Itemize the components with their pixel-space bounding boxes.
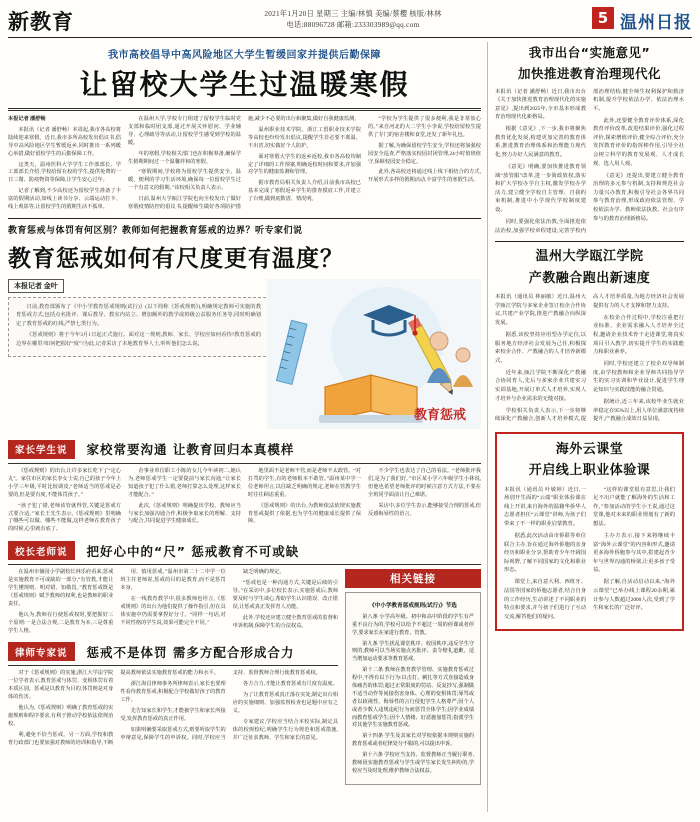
- masthead-logo: 新教育: [8, 10, 74, 34]
- side-story2-body: [495, 293, 684, 425]
- lead-kicker: 我市高校倡导中高风险地区大学生暂缓回家并提供后勤保障: [108, 50, 381, 61]
- masthead-contact: 电话:88096728 邮箱:233303989@qq.com: [286, 20, 420, 29]
- side-story-overseas-class: [495, 432, 684, 632]
- paragraph: 近年来,瓯江学院不断深化产教融合协同育人,先后与多家企业共建实习实训基地,开展订单式人才培养,实现人才培养与企业需求的无缝对接。: [495, 369, 586, 402]
- subsection-title: 把好心中的“尺” 惩戒教育不可或缺: [86, 543, 300, 559]
- paragraph: 日前,教育部颁布了《中小学教育惩戒规则(试行)》(以下简称《惩戒规则》),明确规定教师可实施的教育惩戒方式,包括点名批评、课后教导、教室内站立、增加额外的教学或班级公益服务任务等,同时明确划定了教育惩戒的红线,严禁七类行为。: [16, 303, 261, 327]
- side-column: [488, 42, 684, 812]
- paragraph: 此外,还要健全教育评价体系,深化教育评价改革,改进结果评价,强化过程评价,探索增值评价,健全综合评价,充分发挥教育评价的指挥棒作用,引导全社会树立科学的教育发展观、人才成长观、选人用人观。: [593, 117, 684, 167]
- paragraph: 缺乏明确的规定。: [243, 569, 285, 576]
- divider: [8, 108, 481, 111]
- lead-story: [8, 46, 481, 212]
- paragraph: 采访中,多位学生表示,能够接受合理的惩戒,但反感侮辱性的语言。: [368, 502, 481, 517]
- lead-paragraph: [8, 116, 121, 124]
- page-columns: [8, 42, 692, 812]
- side-story-policy: [495, 44, 684, 235]
- paragraph: 此次,《惩戒规则》明确提出学校、教师应当与家长加强沟通合作,积极争取家长的理解、支持与配合,共同促进学生健康成长。: [128, 502, 241, 525]
- divider: [495, 241, 684, 242]
- page-number: 5: [592, 7, 614, 29]
- paper-name: 温州日报: [620, 13, 692, 33]
- side-story3-title-line2: 开启线上职业体验课: [528, 463, 651, 479]
- paragraph: “这样的课堂很有意思,让我们足不出户就能了解海外的生活和工作。”参加活动的学生小王说,通过这堂课,他对未来的职业规划有了新的想法。: [593, 486, 675, 527]
- paragraph: 《意见》还提出,要建立健全教育治理的多元参与机制,支持和规范社会力量兴办教育,积极引导社会各界共同参与教育治理,形成政府依法管理、学校依法办学、教师依法执教、社会有序参与的教育治理新格局。: [593, 172, 684, 222]
- side-story2-title-line2: 产教融合跑出新速度: [528, 270, 651, 286]
- section2-byline: 本报记者 金叶: [8, 279, 64, 293]
- side-story3-body: [504, 486, 675, 622]
- side-story1-title-line1: 我市出台“实施意见”: [528, 45, 651, 60]
- lead-headline: 让留校大学生过温暖寒假: [79, 68, 410, 101]
- paragraph: 在一线教育教学中,很多教师也坦言,《惩戒规则》的出台为他们提供了操作指引,但在具体实施中仍需要拿捏好分寸。“同样一句话,对不同性格的学生说,效果可能完全不同。”: [120, 595, 226, 626]
- related-links-box: [345, 569, 481, 785]
- paragraph: 面对寒假大学生的返乡返校,我市各高校均制定了详细的工作预案,明确返校时间和要求,并加强对学生的健康监测和管理。: [248, 153, 361, 176]
- subsection-tag: 家长学生说: [8, 440, 75, 459]
- side-story-oujiang: [495, 247, 684, 425]
- subsection-tag: 律师专家说: [8, 642, 75, 661]
- illustration-education-discipline: [267, 279, 481, 429]
- paragraph: 企事业单位职工小陈的女儿今年读初二,她认为,老师惩戒学生一定要提前与家长沟通,“让家长知道孩子犯了什么错,老师打算怎么处理,这样家长才能配合。”: [128, 467, 241, 498]
- paragraph: 记者了解到,不少高校还为留校学生准备了丰富的假期活动,如线上读书分享、云端运动打卡、线上观影等,让留校学生的假期生活不孤单。: [8, 188, 121, 211]
- paragraph: 本报讯（记者 潘舒畅）近日,我市出台《关于加快推进教育治理现代化的实施意见》,提出到2025年,全市基本形成教育治理现代化新格局。: [495, 88, 586, 121]
- subsection-header-lawyers: [8, 642, 338, 661]
- subsection-title: 家校常要沟通 让教育回归本真模样: [86, 442, 295, 458]
- related-content: [345, 592, 481, 785]
- paragraph: 第十四条 学生及其家长对学校依据本规则实施的教育惩戒或者纪律处分不服的,可以提出申诉。: [352, 733, 474, 748]
- paragraph: 他认为,教师在行使惩戒权时,要把握好三个原则:一是合法合规,二是教育为本,三是尊重学生人格。: [8, 611, 114, 634]
- principals-and-related: [8, 569, 481, 785]
- paragraph: 为了让教育惩戒真正落在实处,制定出台相应的实施细则、加强监督检查也是题中应有之义。: [232, 692, 338, 715]
- side-story1-title-line2: 加快推进教育治理现代化: [517, 65, 661, 81]
- paragraph: 各方合力,才能让教育惩戒有尺度有温度。: [243, 681, 338, 688]
- divider: [8, 463, 481, 464]
- paragraph: 第十二条 教师在教育教学管理、实施教育惩戒过程中,不得有以下行为:以击打、刺扎等方式直接造成身体痛苦的体罚;超过正常限度的罚站、反复抄写,强制做不适当动作等间接伤害身体、心理的变相体罚;辱骂或者以歧视性、侮辱性的言行侵犯学生人格尊严;因个人或者少数人违规违纪行为而惩罚全体学生;因学业成绩而教育惩戒学生;因个人情绪、好恶施加惩罚;指派学生对其他学生实施教育惩戒。: [352, 667, 474, 729]
- masthead: [8, 4, 692, 38]
- paragraph: 这类天，温州医科大学学生工作部部长、学工部部长介绍,学校给留在校的学生,提供免费的一日三餐、防疫物资等保障,让学生安心过年。: [8, 161, 121, 184]
- section2-headline: 教育惩戒如何有尺度更有温度？: [8, 245, 344, 272]
- section-education-discipline: [8, 218, 481, 785]
- paragraph: 第九条 学生扰乱课堂秩序、校园秩序,违反学生守则的,教师可以当场实施点名批评、责令赔礼道歉、适当增加运动要求等教育惩戒。: [352, 640, 474, 663]
- paragraph: 学校相关负责人表示,下一步将继续深化产教融合,创新人才培养模式,提高人才培养质量,为地方经济社会发展提供有力的人才支撑和智力支持。: [495, 294, 684, 423]
- paragraph: 本报讯（通讯员 林丽敏）近日,温州大学瓯江学院与多家企业签订校企合作协议,共建产业学院,推进产教融合向纵深发展。: [495, 294, 586, 326]
- paragraph: 课堂上,来自意大利、西班牙、法国等国家的侨胞志愿者,结合自身的工作经历,生动讲述了不同职业的特点和要求,并与孩子们进行了互动交流,解答他们的疑问。: [504, 579, 586, 620]
- paragraph: 温州职业技术学院、浙江工贸职业技术学院等高校也纷纷发出倡议,提醒学生非必要不离温、不出省,切实做好个人防护。: [248, 126, 361, 149]
- paragraph: 同时,要强化依法治教,全面推进依法治校,加强学校章程建设,完善学校内部治理结构,健全师生权利保护和救济机制,提升学校依法办学、依法治理水平。: [495, 88, 684, 234]
- paragraph: 据悉,该校坚持应用型办学定位,以服务地方经济社会发展为己任,积极探索校企合作、产教融合的人才培养新模式。: [495, 332, 586, 364]
- paragraph: 他认为,《惩戒规则》明确了教育惩戒的实施规则和程序要求,有利于推动学校依法依规治校。: [8, 705, 114, 727]
- paragraph: 同时,学校还建立了校企双导师制度,由学校教师和企业导师共同指导学生的实习实训和毕业设计,促进学生理论知识与实践技能的融合贯通。: [593, 361, 684, 394]
- paragraph: 如果明确要采取惩戒方式,则要听取学生的申辩意见,保障学生的申诉权。同时,学校应当支持、监督教师合理行使教育惩戒权。: [120, 670, 321, 741]
- paragraph: 日前,温州大学瓯江学院也向全校发出了做好寒假疫情防控的倡议书,提醒师生做好各项防护措施,减少不必要的出行和聚集,做好自我健康监测。: [128, 116, 360, 211]
- paragraph: 利,避免不恰当惩戒。另一方面,学校和教育行政部门也要加强对教师的培训和指导,不断提高教师依法实施教育惩戒的能力和水平。: [8, 670, 219, 746]
- side-story3-title-line1: 海外云课堂: [555, 441, 624, 457]
- subsection-lawyers-body: [8, 670, 338, 747]
- paragraph: 据了解,自活动启动以来,“海外云课堂”已举办线上课程20余期,累计参与人数超过2000人次,受到了学生和家长的广泛好评。: [593, 579, 675, 612]
- paragraph: 《惩戒规则》的出台,让许多家长吃下了“定心丸”。家住市区的家长李女士说,自己的孩子今年上小学三年级,平时比较调皮,“老师适当的惩戒是必要的,但是要有度,不能体罚孩子。”: [8, 467, 121, 498]
- paragraph: 《惩戒规则》的出台,为教师依法依规实施教育惩戒提供了依据,也为学生的健康成长提供了保障。: [248, 502, 361, 525]
- paragraph: 据统计,近三年来,该校毕业生就业率稳定在95%以上,用人单位满意度持续提升,产教融合成效日益显现。: [593, 399, 684, 423]
- illustration-svg: [267, 279, 481, 429]
- subsection-parents-body-row: [8, 468, 481, 534]
- subsection-tag: 校长老师说: [8, 541, 75, 560]
- paragraph: 据了解,为确保留校学生安全,学校还将加强校园安全巡查,严格落实校园封闭管理,24小时值班值守,保障校园安全稳定。: [368, 142, 481, 165]
- section2-kicker: 教育惩戒与体罚有何区别？教师如何把握教育惩戒的边界？听专家们说: [8, 224, 303, 235]
- paragraph: 先告知家长和学生,才能被学生和家长所接受,发挥教育惩戒的真正作用。: [120, 708, 226, 722]
- subsection-principals-body: [8, 569, 338, 785]
- subsection-header-principals: [8, 541, 481, 560]
- paragraph: 不少学生也表达了自己的看法。“老师批评我们,是为了我们好。”市区某小学六年级学生小林说,但他也希望老师批评的时候注意方式方法,不要在全班同学面前让自己难堪。: [368, 467, 481, 498]
- related-caption: 《中小学教育惩戒规则(试行)》节选: [369, 603, 457, 610]
- illustration-caption: 教育惩戒: [414, 407, 467, 423]
- related-title: 相关链接: [345, 569, 481, 588]
- paragraph: 浙江海昌律师事务所律师表示,家长也要理性看待教育惩戒,积极配合学校做好孩子的教育工作。: [120, 681, 226, 704]
- paragraph: “惩戒也是一种沟通方式,关键是后续的引导。”在采访中,多位校长表示,实施惩戒后,教师要及时与学生谈心,帮助学生认识错误、改正错误,让惩戒真正发挥育人功能。: [232, 580, 338, 610]
- paragraph: 据市教育局相关负责人介绍,目前我市高校已基本完成了寒假返乡学生的排查摸底工作,并建立了台账,做到底数清、情况明。: [248, 180, 361, 203]
- subsection-title: 惩戒不是体罚 需多方配合形成合力: [86, 644, 295, 660]
- text-columns: [8, 468, 481, 534]
- divider: [8, 564, 481, 565]
- paragraph: 用、慎用惩戒。”温州市第二十二中学一位班主任老师说,惩戒的目的是教育,而不是惩罚本身。: [120, 569, 226, 592]
- lead-body: [8, 116, 481, 212]
- masthead-info: [118, 4, 588, 31]
- paragraph: 此外,学校还应建立健全教育惩戒的监督和申诉机制,保障学生的合法权益。: [232, 614, 338, 629]
- paragraph: 对于《惩戒规则》的实施,浙江大学法学院一位学者表示,教育惩戒与体罚、变相体罚有着本质区别。惩戒是以教育为目的,体罚则是对身体的伤害。: [8, 670, 114, 701]
- subsection-parents-body: [8, 468, 481, 534]
- paragraph: “寒假期间,学校将为留校学生提供安全、温暖、便利的学习生活环境,确保每一位留校学生过一个有意义的假期。”该校相关负责人表示。: [128, 169, 241, 192]
- paragraph: 专家建议,学校应当结合本校实际,制定具体的校规校纪,明确学生行为规范和惩戒措施,并广泛征求教师、学生和家长的意见。: [232, 719, 338, 741]
- masthead-date: 2021年1月20日 星期三 主编/林慎 美编/蔡樱 核版/林林: [264, 10, 442, 18]
- paragraph: “学校为学生提供了很多便利,我是非常放心的。”来自河北的大二学生小李说,学校给留校生提供了专门的宿舍楼和食堂,还发了新年礼包。: [368, 116, 481, 138]
- paragraph: 《意见》明确,要加快推进教育领域“放管服”改革,进一步简政放权,落实和扩大学校办学自主权,激发学校办学活力,建立健全学校自主管理、自我约束机制,推进中小学现代学校制度建设。: [495, 164, 586, 214]
- paragraph: 《惩戒规则》将于今年3月1日起正式施行。面对这一规则,教师、家长、学校应如何看待?教育惩戒的边界在哪里?如何把握好“度”?为此,记者采访了本地教育界人士,听听他们怎么说。: [16, 332, 261, 347]
- paragraph: 在校企合作过程中,学校注重把行业标准、企业需求融入人才培养全过程,邀请企业技术骨干走进课堂,将真实项目引入教学,切实提升学生的实践能力和职业素养。: [593, 314, 684, 356]
- main-column: [8, 42, 488, 812]
- divider: [8, 665, 338, 666]
- paragraph: 年的寒假,学校相关部门也在积极筹备,确保学生假期期间过一个温馨祥和的寒假。: [128, 150, 241, 165]
- paragraph: 在温州市籀园小学副校长林乐府看来,惩戒是实施教育不可或缺的一部分,“有管教,才能让学生懂规则、明对错、知敬畏。”教育惩戒既是《惩戒规则》赋予教师的权利,也是教师的职业责任。: [8, 569, 114, 607]
- text-columns: [8, 569, 338, 635]
- paragraph: 主办方表示,接下来将继续丰富“海外云课堂”的内容和形式,邀请更多海外侨胞参与其中,搭建起青少年与世界沟通的桥梁,让更多孩子受益。: [593, 532, 675, 574]
- paragraph: 本报讯（通讯员 叶敏婷）近日,一场别开生面的“云端”职业体验课在线上开讲,来自海外的温籍华侨华人志愿者担任“云课堂”讲师,为孩子们带来了不一样的职业启蒙教育。: [504, 486, 586, 527]
- subsection-header-parents: [8, 440, 481, 459]
- paragraph: 第十六条 学校应当支持、监督教师正当履行职务,教师因实施教育惩戒与学生或学生家长发生纠纷的,学校应当及时处理,维护教师合法权益。: [352, 752, 474, 774]
- paragraph: 据悉,此次活动由市侨联等单位联合主办,旨在通过海外侨胞的亲身经历和职业分享,帮助青少年开阔国际视野,了解不同国家的文化和职业形态。: [504, 532, 586, 574]
- paragraph: “孩子犯了错,老师该管就得管,关键是惩戒方式要合适。”家长王先生表示,《惩戒规则》里明确了哪些可以做、哪些不能做,这样老师在教育孩子的时候,心里就有底了。: [8, 502, 121, 533]
- side-story1-body: [495, 88, 684, 236]
- lead-byline: 本报记者 潘舒畅: [8, 116, 46, 122]
- paragraph: 第八条 小学高年级、初中和高中阶段的学生有严重不良行为的,学校可以给予不超过一周的停课或者停学,要求家长在家进行教育、管教。: [352, 613, 474, 636]
- paragraph: 此外,各高校还将通过线上线下相结合的方式,开展形式多样的假期活动,丰富学生的寒假生活。: [368, 169, 481, 184]
- paragraph: 本报讯（记者 潘舒畅）本周起,我市各高校将陆续迎来寒假。近日,我市多所高校发出倡议书,倡导中高风险地区学生暂缓返乡,同时推出一系列暖心举措,做好留校学生的后勤保障工作。: [8, 126, 121, 157]
- paragraph: 在温州大学,学校专门组建了留校学生临时党支部和临时团支部,通过开展关怀慰问、学业辅导、心理疏导等活动,让留校学生感受到学校的温暖。: [128, 116, 241, 146]
- paragraph: 地里面不是老师不管,而是老师不太敢管。“对打骂的学生,有的老师根本不敢管。”温州某中学一位老师坦言,以往缺乏明确的规定,老师在管教学生时往往顾虑重重。: [248, 467, 361, 498]
- paragraph: 根据《意见》,下一步,我市将聚焦教育优化发展,构建更加完善的教育体系,推进教育治理体系和治理能力现代化,努力办好人民满意的教育。: [495, 126, 586, 159]
- side-story2-title-line1: 温州大学瓯江学院: [535, 249, 644, 265]
